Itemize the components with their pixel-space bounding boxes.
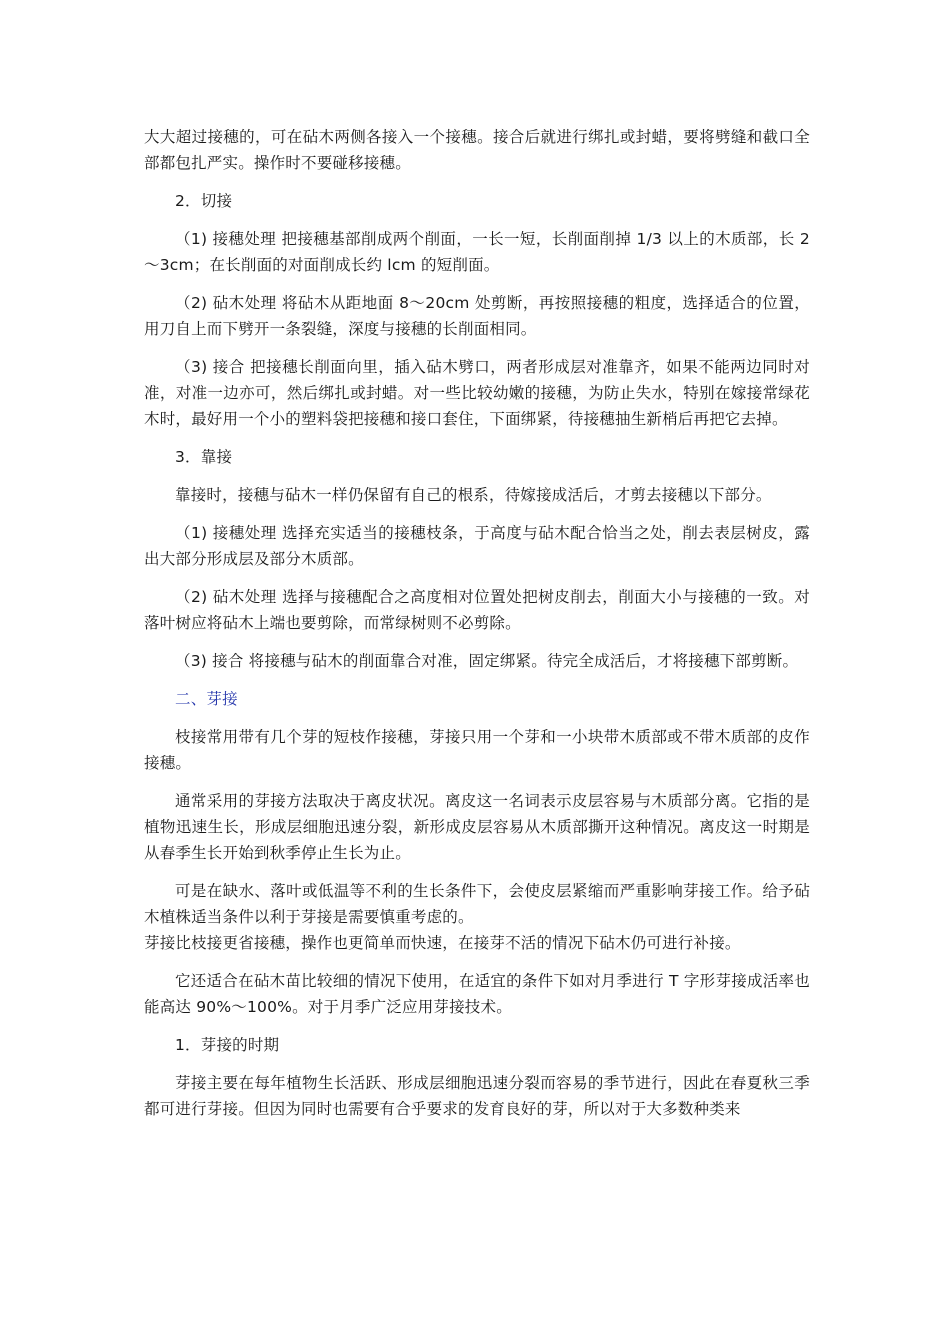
paragraph-cleft-graft-end: 大大超过接穗的，可在砧木两侧各接入一个接穗。接合后就进行绑扎或封蜡，要将劈缝和截口全部都包扎严实。操作时不要碰移接穗。: [144, 128, 810, 172]
paragraph-bud-intro: 枝接常用带有几个芽的短枝作接穗，芽接只用一个芽和一小块带木质部或不带木质部的皮作接穗。: [144, 728, 810, 772]
paragraph-approach-intro: 靠接时，接穗与砧木一样仍保留有自己的根系，待嫁接成活后，才剪去接穗以下部分。: [175, 486, 772, 504]
paragraph-rootstock-treatment: （2) 砧木处理 将砧木从距地面 8～20cm 处剪断，再按照接穗的粗度，选择适合的位置，用刀自上而下劈开一条裂缝，深度与接穗的长削面相同。: [144, 294, 810, 338]
paragraph-bark-slipping: 通常采用的芽接方法取决于离皮状况。离皮这一名词表示皮层容易与木质部分离。它指的是植物迅速生长，形成层细胞迅速分裂，新形成皮层容易从木质部撕开这种情况。离皮这一时期是从春季生长开始到秋季停止生长为止。: [144, 792, 810, 862]
heading-approach-graft: 3．靠接: [175, 448, 233, 466]
paragraph-approach-rootstock: （2) 砧木处理 选择与接穗配合之高度相对位置处把树皮削去，削面大小与接穗的一致。对落叶树应将砧木上端也要剪除，而常绿树则不必剪除。: [144, 588, 810, 632]
paragraph-approach-scion: （1) 接穗处理 选择充实适当的接穗枝条，于高度与砧木配合恰当之处，削去表层树皮，露出大部分形成层及部分木质部。: [144, 524, 810, 568]
paragraph-scion-treatment: （1) 接穗处理 把接穗基部削成两个削面，一长一短，长削面削掉 1/3 以上的木质部，长 2～3cm；在长削面的对面削成长约 lcm 的短削面。: [144, 230, 810, 274]
heading-budding-period: 1．芽接的时期: [175, 1036, 280, 1054]
paragraph-adverse-conditions: 可是在缺水、落叶或低温等不利的生长条件下，会使皮层紧缩而严重影响芽接工作。给予砧木植株适当条件以利于芽接是需要慎重考虑的。: [144, 882, 810, 926]
paragraph-bud-advantages: 芽接比枝接更省接穗，操作也更简单而快速，在接芽不活的情况下砧木仍可进行补接。: [144, 934, 741, 952]
paragraph-approach-joining: （3) 接合 将接穗与砧木的削面靠合对准，固定绑紧。待完全成活后，才将接穗下部剪断。: [175, 652, 799, 670]
document-body: [144, 124, 810, 1134]
paragraph-budding-season: 芽接主要在每年植物生长活跃、形成层细胞迅速分裂而容易的季节进行，因此在春夏秋三季都可进行芽接。但因为同时也需要有合乎要求的发育良好的芽，所以对于大多数种类来: [144, 1074, 810, 1118]
paragraph-rose-budding: 它还适合在砧木苗比较细的情况下使用，在适宜的条件下如对月季进行 T 字形芽接成活率也能高达 90%～100%。对于月季广泛应用芽接技术。: [144, 972, 810, 1016]
paragraph-joining: （3) 接合 把接穗长削面向里，插入砧木劈口，两者形成层对准靠齐，如果不能两边同时对准，对准一边亦可，然后绑扎或封蜡。对一些比较幼嫩的接穗，为防止失水，特别在嫁接常绿花木时，最好用一个小的塑料袋把接穗和接口套住，下面绑紧，待接穗抽生新梢后再把它去掉。: [144, 358, 810, 428]
section-heading-bud-grafting: 二、芽接: [175, 690, 238, 708]
heading-cut-graft: 2．切接: [175, 192, 233, 210]
